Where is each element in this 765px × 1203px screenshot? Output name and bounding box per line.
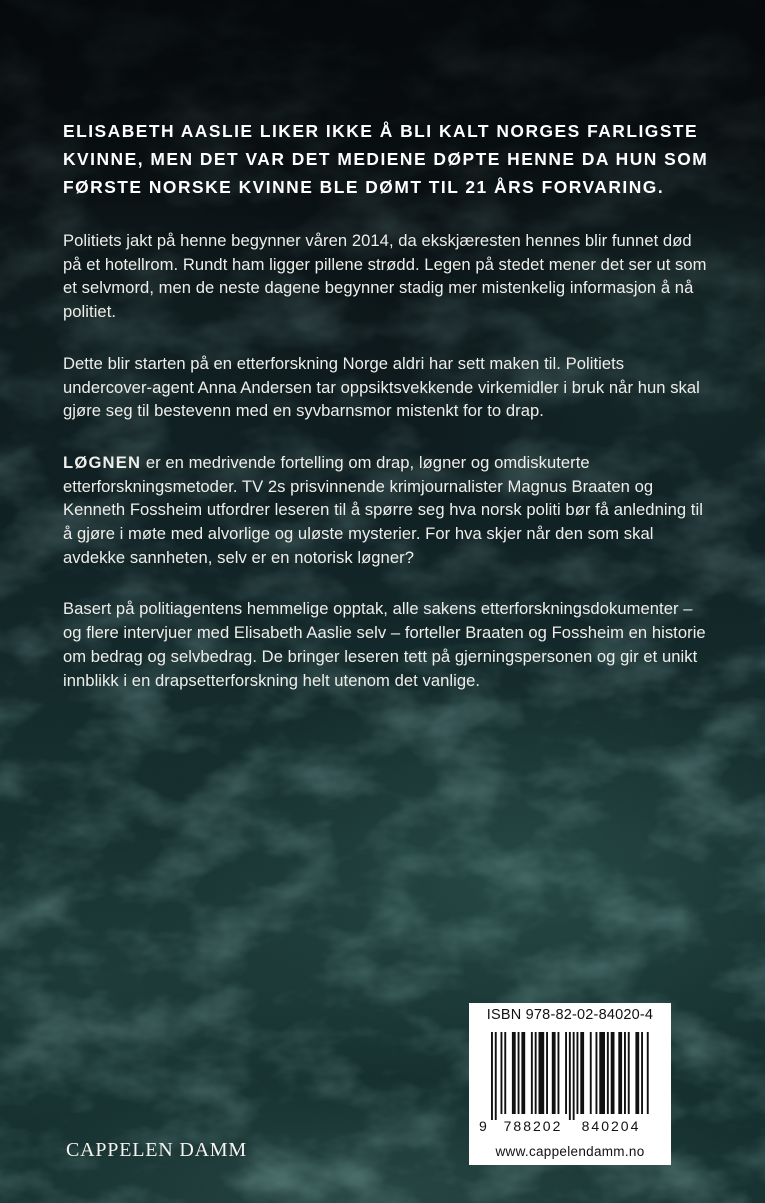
barcode-bar xyxy=(569,1032,571,1120)
paragraph-1: Politiets jakt på henne begynner våren 2014, da ekskjæresten hennes blir funnet død på et hotellrom. Rundt ham ligger pillene strødd. Legen på stedet mener det ser ut som et selvmord, men de neste dagene begynner stadig mer mistenkelig informasjon å nå politiet. xyxy=(63,231,707,322)
barcode-bar xyxy=(504,1032,506,1114)
barcode-bar xyxy=(558,1032,560,1114)
paragraph-3 xyxy=(63,451,713,570)
barcode-first-digit: 9 xyxy=(479,1118,487,1134)
barcode-bar xyxy=(501,1032,503,1114)
barcode-bar xyxy=(535,1032,537,1114)
barcode-icon xyxy=(477,1030,663,1134)
barcode-bar xyxy=(565,1032,567,1114)
paragraph-4: Basert på politiagentens hemmelige opptak, alle sakens etterforskningsdokumenter – og flere intervjuer med Elisabeth Aaslie selv – forteller Braaten og Fossheim en historie om bedrag og selvbedrag. De bringer leseren tett på gjerningspersonen og gir et unikt innblikk i en drapsetterforskning helt utenom det vanlige. xyxy=(63,599,706,690)
barcode-bar xyxy=(611,1032,615,1114)
barcode-bar xyxy=(531,1032,533,1114)
paragraph-2: Dette blir starten på en etterforskning Norge aldri har sett maken til. Politiets undercover-agent Anna Andersen tar oppsiktsvekkende virkemidler i bruk når hun skal gjøre seg til bestevenn med en syvbarnsmor mistenkt for to drap. xyxy=(63,353,700,421)
barcode-bar xyxy=(641,1032,643,1114)
barcode-bar xyxy=(596,1032,598,1114)
barcode-bar xyxy=(647,1032,649,1114)
barcode-right-digits: 840204 xyxy=(581,1118,641,1134)
barcode-bar xyxy=(628,1032,630,1114)
barcode-bar xyxy=(552,1032,556,1114)
barcode-bar xyxy=(618,1032,622,1114)
barcode-bar xyxy=(580,1032,584,1114)
isbn-barcode-box xyxy=(469,1003,671,1165)
blurb xyxy=(63,117,713,720)
barcode-bar xyxy=(546,1032,548,1114)
barcode-bar xyxy=(599,1032,605,1114)
barcode-bar xyxy=(577,1032,579,1114)
publisher-website: www.cappelendamm.no xyxy=(469,1139,671,1165)
barcode-bar xyxy=(491,1032,493,1120)
barcode-left-digits: 788202 xyxy=(503,1118,563,1134)
barcode-bar xyxy=(607,1032,609,1114)
barcode-bar xyxy=(590,1032,592,1114)
barcode-bar xyxy=(635,1032,639,1114)
barcode-bar xyxy=(539,1032,545,1114)
barcode-bar xyxy=(495,1032,497,1120)
publisher-logo: CAPPELEN DAMM xyxy=(66,1139,247,1161)
barcode-bar xyxy=(573,1032,575,1120)
barcode-bar xyxy=(518,1032,520,1114)
barcode-bar xyxy=(624,1032,626,1114)
book-title: LØGNEN xyxy=(63,452,142,472)
isbn-number: ISBN 978-82-02-84020-4 xyxy=(486,1007,654,1023)
barcode-bar xyxy=(521,1032,525,1114)
barcode-bar xyxy=(512,1032,516,1114)
lead-paragraph: ELISABETH AASLIE LIKER IKKE Å BLI KALT NORGES FARLIGSTE KVINNE, MEN DET VAR DET MEDIENE DØPTE HENNE DA HUN SOM FØRSTE NORSKE KVINNE BLE DØMT TIL 21 ÅRS FORVARING. xyxy=(63,121,709,197)
paragraph-3-text: er en medrivende fortelling om drap, løgner og omdiskuterte etterforskningsmetoder. TV 2s prisvinnende krimjournalister Magnus Braaten og Kenneth Fossheim utfordrer leseren til å spørre seg hva norsk politi bør få anledning til å gjøre i møte med alvorlige og uløste mysterier. For hva skjer når den som skal avdekke sannheten, selv er en notorisk løgner? xyxy=(63,452,703,567)
